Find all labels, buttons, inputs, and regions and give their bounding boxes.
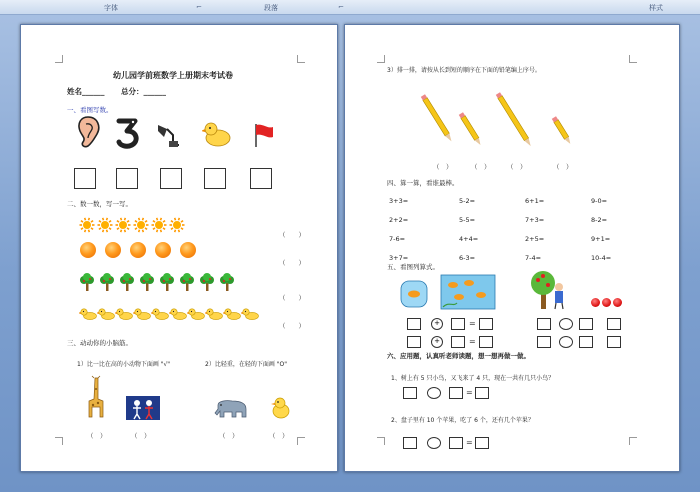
document-page-2 (344, 24, 680, 472)
plus-sign: + (434, 319, 440, 327)
formula-box[interactable] (607, 336, 621, 348)
formula-box[interactable] (479, 336, 493, 348)
orange (130, 242, 146, 258)
answer-box-trumpet[interactable] (160, 168, 182, 189)
question-3-2: 2）比轻重，在轻的下面画 "O" (205, 361, 287, 368)
equation-item: 3+7= (389, 254, 409, 262)
ear-picture (74, 115, 102, 149)
answer-paren-elephant: （ ） (219, 432, 239, 440)
duck (97, 308, 115, 320)
plus-sign: + (434, 337, 440, 345)
sun (151, 217, 167, 233)
operator-circle[interactable] (431, 336, 443, 348)
answer-paren-pencil-4: （ ） (553, 163, 573, 171)
formula-box[interactable] (579, 318, 593, 330)
orange (155, 242, 171, 258)
formula-box[interactable] (451, 336, 465, 348)
duck (133, 308, 151, 320)
equals-sign: = (466, 438, 473, 447)
formula-box[interactable] (579, 336, 593, 348)
answer-paren-oranges: （ ） (279, 259, 305, 267)
answer-paren-trees: （ ） (279, 294, 305, 302)
sun (133, 217, 149, 233)
sun (115, 217, 131, 233)
answer-box-duck[interactable] (204, 168, 226, 189)
operator-circle[interactable] (559, 318, 573, 330)
margin-corner-mark (297, 437, 305, 445)
margin-corner-mark (629, 55, 637, 63)
answer-paren-ducks: （ ） (279, 322, 305, 330)
number-3-snake-picture (115, 117, 141, 149)
formula-box[interactable] (607, 318, 621, 330)
ribbon-group-font[interactable]: 字体 (104, 4, 118, 12)
orange (80, 242, 96, 258)
font-dialog-launcher-icon[interactable]: ⌐ (196, 3, 202, 11)
answer-box-ear[interactable] (74, 168, 96, 189)
margin-corner-mark (55, 437, 63, 445)
formula-box[interactable] (475, 387, 489, 399)
trumpet-stand-picture (155, 119, 181, 149)
formula-box[interactable] (403, 437, 417, 449)
operator-circle[interactable] (431, 318, 443, 330)
tree (199, 273, 215, 291)
equation-item: 5-5= (459, 216, 476, 224)
giraffe-picture (83, 375, 105, 419)
answer-paren-pencil-3: （ ） (507, 163, 527, 171)
answer-paren-suns: （ ） (279, 231, 305, 239)
answer-paren-giraffe: （ ） (87, 432, 107, 440)
formula-box[interactable] (451, 318, 465, 330)
duck (79, 308, 97, 320)
margin-corner-mark (55, 55, 63, 63)
flag-picture (251, 121, 277, 149)
section-6-heading: 六、应用题，认真听老师读题，想一想再做一做。 (387, 352, 530, 360)
equation-item: 3+3= (389, 197, 409, 205)
section-4-heading: 四、算一算，看谁最棒。 (387, 179, 459, 187)
equation-item: 7-4= (525, 254, 542, 262)
duck-picture (202, 120, 232, 148)
section-2-heading: 二、数一数，写一写。 (67, 200, 132, 208)
formula-box[interactable] (537, 318, 551, 330)
equals-sign: = (466, 388, 473, 397)
orange (105, 242, 121, 258)
apple-tree-picture (529, 269, 581, 311)
question-3-1: 1）比一比在高的小动物下面画 "√" (77, 361, 171, 368)
sun (169, 217, 185, 233)
operator-circle[interactable] (427, 437, 441, 449)
section-5-heading: 五、看图列算式。 (387, 263, 439, 271)
duck (151, 308, 169, 320)
equation-item: 6+1= (525, 197, 545, 205)
question-6-2: 2、盘子里有 10 个苹果，吃了 6 个，还有几个苹果？ (391, 417, 534, 424)
ribbon-group-paragraph[interactable]: 段落 (264, 4, 278, 12)
operator-circle[interactable] (559, 336, 573, 348)
equation-item: 4+4= (459, 235, 479, 243)
ribbon-group-styles[interactable]: 样式 (649, 4, 663, 12)
equation-item: 9-0= (591, 197, 608, 205)
dancing-kids-picture (126, 396, 160, 420)
answer-paren-pencil-1: （ ） (433, 163, 453, 171)
margin-corner-mark (297, 55, 305, 63)
formula-box[interactable] (407, 336, 421, 348)
margin-corner-mark (629, 437, 637, 445)
tree (219, 273, 235, 291)
tree (159, 273, 175, 291)
orange (180, 242, 196, 258)
formula-box[interactable] (407, 318, 421, 330)
sun (79, 217, 95, 233)
equals-sign: = (469, 319, 476, 328)
equation-item: 7-6= (389, 235, 406, 243)
margin-corner-mark (377, 55, 385, 63)
chick-picture (269, 397, 291, 419)
equation-item: 2+2= (389, 216, 409, 224)
equation-item: 2+5= (525, 235, 545, 243)
paragraph-dialog-launcher-icon[interactable]: ⌐ (338, 3, 344, 11)
tree (119, 273, 135, 291)
equation-item: 5-2= (459, 197, 476, 205)
score-field: 总分：______ (121, 87, 166, 96)
operator-circle[interactable] (427, 387, 441, 399)
duck (241, 308, 259, 320)
elephant-picture (214, 399, 248, 419)
duck (115, 308, 133, 320)
question-6-1: 1、树上有 5 只小鸟，又飞来了 4 只，现在一共有几只小鸟？ (391, 375, 555, 382)
tree (139, 273, 155, 291)
formula-box[interactable] (403, 387, 417, 399)
fish-tank-picture (397, 273, 497, 311)
answer-box-flag[interactable] (250, 168, 272, 189)
ribbon-bar (0, 0, 700, 15)
name-field: 姓名______ (67, 87, 105, 96)
formula-box[interactable] (449, 387, 463, 399)
answer-paren-chick: （ ） (269, 432, 289, 440)
sun (97, 217, 113, 233)
equation-item: 9+1= (591, 235, 611, 243)
duck (169, 308, 187, 320)
section-1-heading: 一、看图写数。 (67, 106, 113, 114)
duck (187, 308, 205, 320)
document-page-1 (20, 24, 338, 472)
formula-box[interactable] (479, 318, 493, 330)
equation-item: 8-2= (591, 216, 608, 224)
equation-item: 6-3= (459, 254, 476, 262)
duck (205, 308, 223, 320)
question-pencil-order: 3）排一排，请按从长到短的顺序在下面的铅笔编上序号。 (387, 67, 541, 74)
formula-box[interactable] (449, 437, 463, 449)
equation-item: 7+3= (525, 216, 545, 224)
tree (99, 273, 115, 291)
margin-corner-mark (377, 437, 385, 445)
apple (602, 298, 611, 307)
equation-item: 10-4= (591, 254, 612, 262)
exam-title: 幼儿园学前班数学上册期末考试卷 (113, 71, 233, 80)
section-3-heading: 三、动动你的小脑筋。 (67, 339, 132, 347)
formula-box[interactable] (475, 437, 489, 449)
answer-box-snake[interactable] (116, 168, 138, 189)
tree (79, 273, 95, 291)
answer-paren-pencil-2: （ ） (471, 163, 491, 171)
equals-sign: = (469, 337, 476, 346)
answer-paren-kids: （ ） (131, 432, 151, 440)
apple (591, 298, 600, 307)
pencils-picture (415, 89, 645, 159)
duck (223, 308, 241, 320)
tree (179, 273, 195, 291)
apple (613, 298, 622, 307)
formula-box[interactable] (537, 336, 551, 348)
